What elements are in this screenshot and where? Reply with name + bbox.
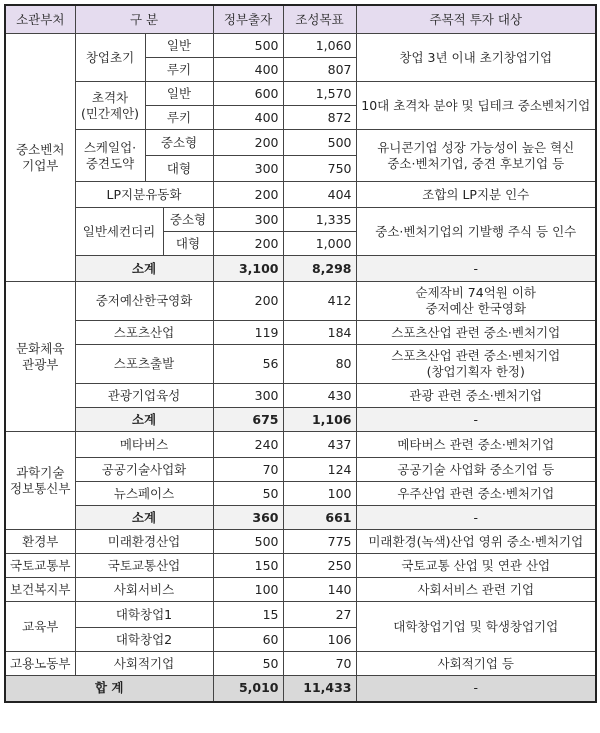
gov-cell: 200 [213, 130, 283, 156]
category-cell: 중저예산한국영화 [75, 282, 213, 321]
gov-cell: 150 [213, 554, 283, 578]
ministry-cell: 교육부 [5, 602, 75, 652]
target-cell: 1,000 [283, 232, 356, 256]
table-row [5, 82, 596, 106]
gov-cell: 400 [213, 106, 283, 130]
total-row [5, 676, 596, 702]
purpose-cell: 순제작비 74억원 이하 중저예산 한국영화 [356, 282, 596, 321]
purpose-cell: 조합의 LP지분 인수 [356, 182, 596, 208]
category-cell: 사회적기업 [75, 652, 213, 676]
category-cell: LP지분유동화 [75, 182, 213, 208]
purpose-cell: - [356, 408, 596, 432]
subtotal-label: 소계 [75, 506, 213, 530]
gov-cell: 600 [213, 82, 283, 106]
table-row [5, 578, 596, 602]
table-row [5, 458, 596, 482]
gov-cell: 300 [213, 156, 283, 182]
ministry-cell: 문화체육 관광부 [5, 282, 75, 432]
purpose-cell: 스포츠산업 관련 중소·벤처기업 [356, 321, 596, 345]
target-cell: 872 [283, 106, 356, 130]
category-cell: 일반세컨더리 [75, 208, 163, 256]
sub-cell: 루키 [145, 58, 213, 82]
target-cell: 404 [283, 182, 356, 208]
sub-cell: 일반 [145, 34, 213, 58]
category-cell: 미래환경산업 [75, 530, 213, 554]
purpose-cell: 공공기술 사업화 중소기업 등 [356, 458, 596, 482]
category-cell: 공공기술사업화 [75, 458, 213, 482]
target-cell: 106 [283, 628, 356, 652]
table-row [5, 530, 596, 554]
purpose-cell: 메타버스 관련 중소·벤처기업 [356, 432, 596, 458]
gov-cell: 50 [213, 652, 283, 676]
purpose-cell: 사회적기업 등 [356, 652, 596, 676]
category-cell: 스포츠산업 [75, 321, 213, 345]
purpose-cell: 사회서비스 관련 기업 [356, 578, 596, 602]
sub-cell: 루키 [145, 106, 213, 130]
category-cell: 대학창업1 [75, 602, 213, 628]
target-cell: 437 [283, 432, 356, 458]
target-cell: 1,106 [283, 408, 356, 432]
category-cell: 메타버스 [75, 432, 213, 458]
total-target: 11,433 [283, 676, 356, 702]
target-cell: 8,298 [283, 256, 356, 282]
category-cell: 초격차 (민간제안) [75, 82, 145, 130]
table-row [5, 482, 596, 506]
target-cell: 124 [283, 458, 356, 482]
purpose-cell: 중소·벤처기업의 기발행 주식 등 인수 [356, 208, 596, 256]
gov-cell: 200 [213, 282, 283, 321]
gov-cell: 15 [213, 602, 283, 628]
purpose-cell: 창업 3년 이내 초기창업기업 [356, 34, 596, 82]
purpose-cell: 스포츠산업 관련 중소·벤처기업 (창업기획자 한정) [356, 345, 596, 384]
sub-cell: 일반 [145, 82, 213, 106]
category-cell: 스케일업· 중견도약 [75, 130, 145, 182]
gov-cell: 500 [213, 530, 283, 554]
table-row [5, 554, 596, 578]
table-row [5, 130, 596, 156]
gov-cell: 400 [213, 58, 283, 82]
category-cell: 대학창업2 [75, 628, 213, 652]
ministry-cell: 보건복지부 [5, 578, 75, 602]
target-cell: 661 [283, 506, 356, 530]
target-cell: 430 [283, 384, 356, 408]
category-cell: 사회서비스 [75, 578, 213, 602]
purpose-cell: - [356, 506, 596, 530]
target-cell: 27 [283, 602, 356, 628]
ministry-cell: 중소벤처 기업부 [5, 34, 75, 282]
gov-cell: 56 [213, 345, 283, 384]
target-cell: 750 [283, 156, 356, 182]
target-cell: 140 [283, 578, 356, 602]
sub-cell: 중소형 [145, 130, 213, 156]
target-cell: 1,335 [283, 208, 356, 232]
gov-cell: 119 [213, 321, 283, 345]
target-cell: 500 [283, 130, 356, 156]
gov-cell: 60 [213, 628, 283, 652]
total-label: 합 계 [5, 676, 213, 702]
gov-cell: 300 [213, 384, 283, 408]
table-row [5, 345, 596, 384]
table-row [5, 182, 596, 208]
gov-cell: 240 [213, 432, 283, 458]
header-gov: 정부출자 [213, 5, 283, 34]
category-cell: 창업초기 [75, 34, 145, 82]
header-category: 구 분 [75, 5, 213, 34]
sub-cell: 대형 [145, 156, 213, 182]
target-cell: 70 [283, 652, 356, 676]
subtotal-row [5, 506, 596, 530]
purpose-cell: 미래환경(녹색)산업 영위 중소·벤처기업 [356, 530, 596, 554]
header-purpose: 주목적 투자 대상 [356, 5, 596, 34]
category-cell: 국토교통산업 [75, 554, 213, 578]
gov-cell: 300 [213, 208, 283, 232]
subtotal-row [5, 256, 596, 282]
purpose-cell: 우주산업 관련 중소·벤처기업 [356, 482, 596, 506]
purpose-cell: 대학창업기업 및 학생창업기업 [356, 602, 596, 652]
purpose-cell: 유니콘기업 성장 가능성이 높은 혁신 중소·벤처기업, 중견 후보기업 등 [356, 130, 596, 182]
subtotal-row [5, 408, 596, 432]
gov-cell: 500 [213, 34, 283, 58]
gov-cell: 100 [213, 578, 283, 602]
subtotal-label: 소계 [75, 408, 213, 432]
target-cell: 775 [283, 530, 356, 554]
gov-cell: 200 [213, 232, 283, 256]
table-row [5, 282, 596, 321]
table-row [5, 652, 596, 676]
ministry-cell: 고용노동부 [5, 652, 75, 676]
table-row [5, 432, 596, 458]
ministry-cell: 환경부 [5, 530, 75, 554]
gov-cell: 360 [213, 506, 283, 530]
table-row [5, 34, 596, 58]
sub-cell: 대형 [163, 232, 213, 256]
gov-cell: 70 [213, 458, 283, 482]
category-cell: 뉴스페이스 [75, 482, 213, 506]
fund-table [4, 4, 597, 703]
target-cell: 1,570 [283, 82, 356, 106]
sub-cell: 중소형 [163, 208, 213, 232]
table-row [5, 384, 596, 408]
category-cell: 관광기업육성 [75, 384, 213, 408]
gov-cell: 3,100 [213, 256, 283, 282]
ministry-cell: 국토교통부 [5, 554, 75, 578]
target-cell: 250 [283, 554, 356, 578]
table-row [5, 321, 596, 345]
category-cell: 스포츠출발 [75, 345, 213, 384]
purpose-cell: 관광 관련 중소·벤처기업 [356, 384, 596, 408]
gov-cell: 50 [213, 482, 283, 506]
gov-cell: 200 [213, 182, 283, 208]
target-cell: 100 [283, 482, 356, 506]
gov-cell: 675 [213, 408, 283, 432]
table-header [5, 5, 596, 34]
purpose-cell: - [356, 256, 596, 282]
table-row [5, 208, 596, 232]
subtotal-label: 소계 [75, 256, 213, 282]
target-cell: 184 [283, 321, 356, 345]
target-cell: 807 [283, 58, 356, 82]
purpose-cell: 10대 초격차 분야 및 딥테크 중소벤처기업 [356, 82, 596, 130]
ministry-cell: 과학기술 정보통신부 [5, 432, 75, 530]
header-target: 조성목표 [283, 5, 356, 34]
target-cell: 412 [283, 282, 356, 321]
table-row [5, 602, 596, 628]
total-gov: 5,010 [213, 676, 283, 702]
target-cell: 80 [283, 345, 356, 384]
purpose-cell: 국토교통 산업 및 연관 산업 [356, 554, 596, 578]
target-cell: 1,060 [283, 34, 356, 58]
header-ministry: 소관부처 [5, 5, 75, 34]
total-purpose: - [356, 676, 596, 702]
